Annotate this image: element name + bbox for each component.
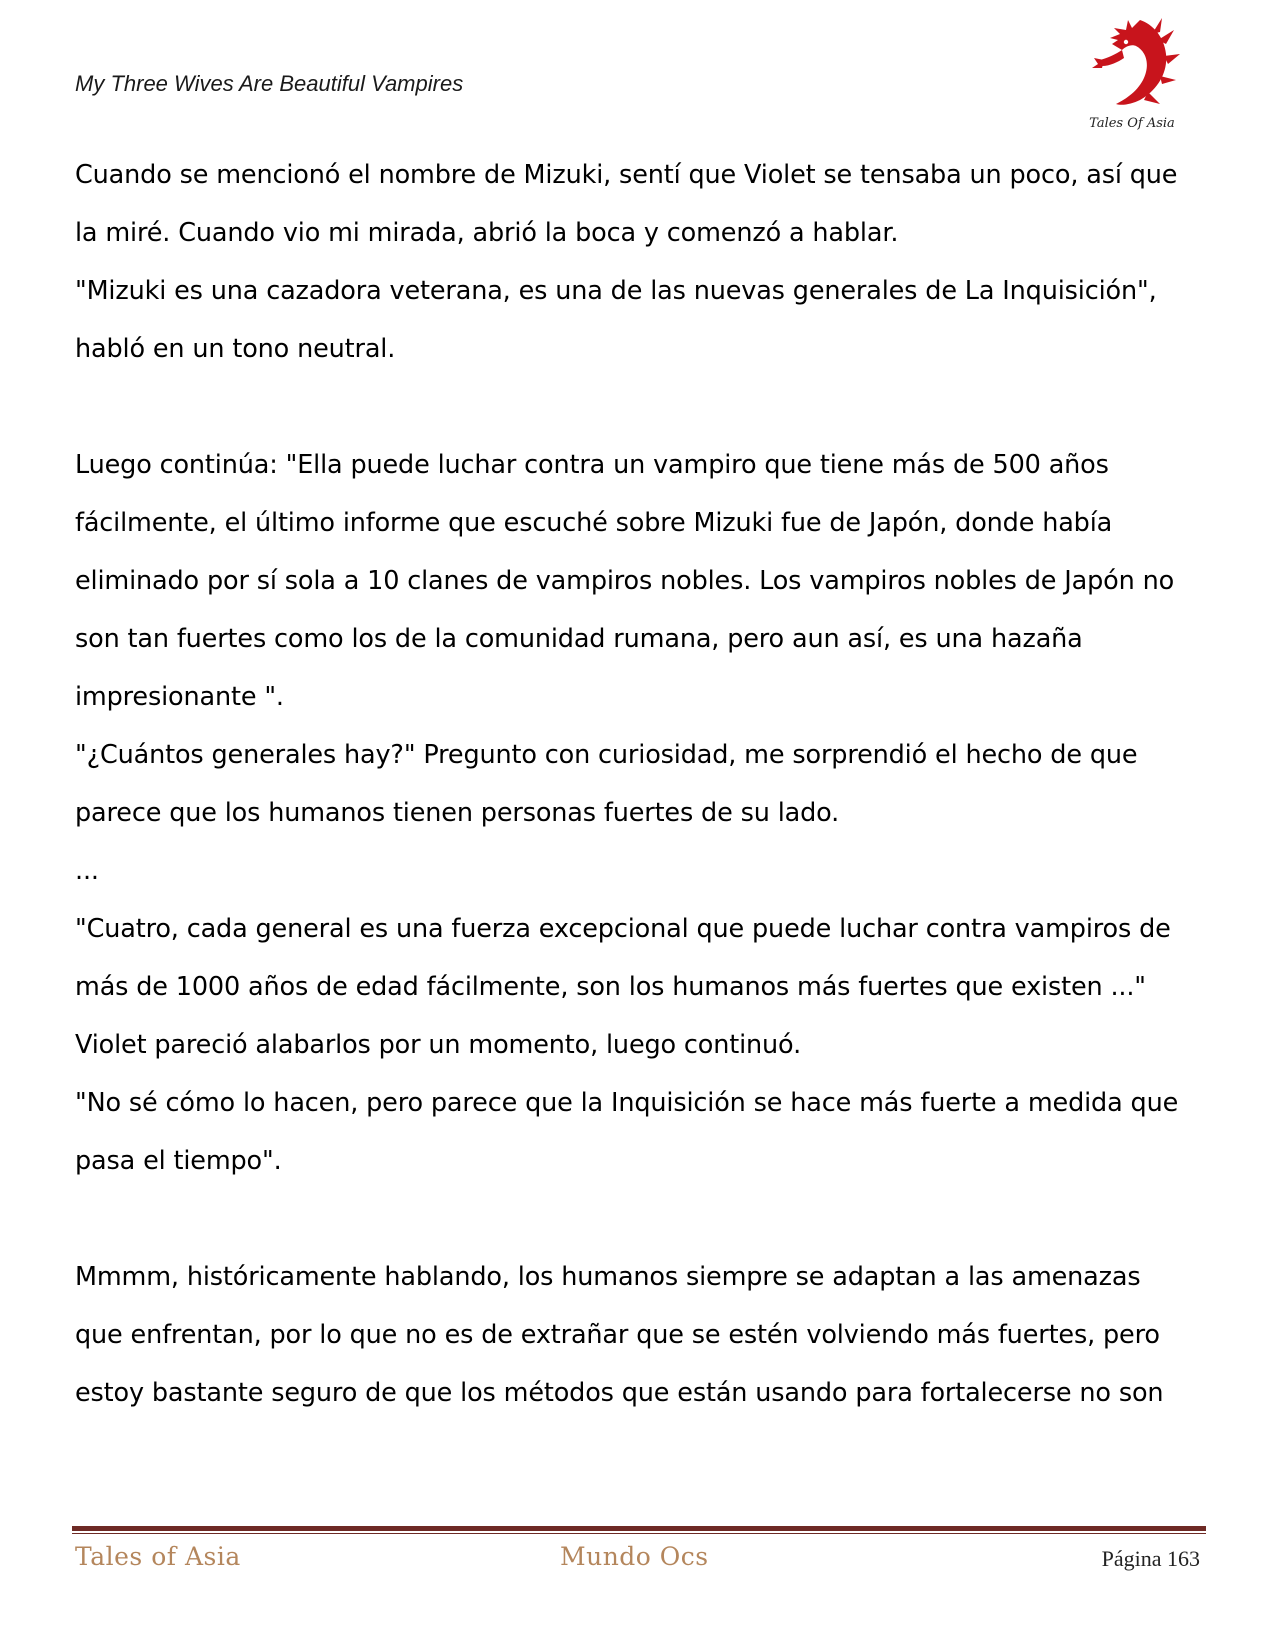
paragraph-line: más de 1000 años de edad fácilmente, son los humanos más fuertes que existen ..." — [75, 972, 1146, 1002]
red-dragon-icon — [1082, 14, 1182, 118]
footer-translator-name: Mundo Ocs — [560, 1542, 709, 1571]
blank-line — [75, 1190, 1205, 1248]
paragraph-line: "No sé cómo lo hacen, pero parece que la Inquisición se hace más fuerte a medida que — [75, 1088, 1179, 1118]
paragraph-line: "Cuatro, cada general es una fuerza excepcional que puede luchar contra vampiros de — [75, 914, 1171, 944]
paragraph-line: son tan fuertes como los de la comunidad rumana, pero aun así, es una hazaña — [75, 624, 1083, 654]
paragraph-line: habló en un tono neutral. — [75, 334, 396, 364]
paragraph-line: estoy bastante seguro de que los métodos que están usando para fortalecerse no son — [75, 1378, 1164, 1408]
document-header-title: My Three Wives Are Beautiful Vampires — [75, 71, 464, 96]
blank-line — [75, 378, 1205, 436]
page-number: Página 163 — [1101, 1546, 1200, 1571]
ellipsis-line: ... — [75, 856, 99, 886]
paragraph-line: Violet pareció alabarlos por un momento, luego continuó. — [75, 1030, 802, 1060]
document-body — [75, 146, 1205, 1422]
footer-divider-thin — [72, 1533, 1206, 1534]
tales-of-asia-logo — [1082, 14, 1182, 138]
paragraph-line: fácilmente, el último informe que escuché sobre Mizuki fue de Japón, donde había — [75, 508, 1113, 538]
paragraph-line: Mmmm, históricamente hablando, los humanos siempre se adaptan a las amenazas — [75, 1262, 1141, 1292]
paragraph-line: eliminado por sí sola a 10 clanes de vampiros nobles. Los vampiros nobles de Japón no — [75, 566, 1175, 596]
paragraph-line: "¿Cuántos generales hay?" Pregunto con curiosidad, me sorprendió el hecho de que — [75, 740, 1138, 770]
paragraph-line: que enfrentan, por lo que no es de extrañar que se estén volviendo más fuertes, pero — [75, 1320, 1160, 1350]
footer-divider-thick — [72, 1526, 1206, 1531]
paragraph-line: impresionante ". — [75, 682, 284, 712]
paragraph-line: la miré. Cuando vio mi mirada, abrió la boca y comenzó a hablar. — [75, 218, 899, 248]
paragraph-line: pasa el tiempo". — [75, 1146, 282, 1176]
paragraph-line: Cuando se mencionó el nombre de Mizuki, sentí que Violet se tensaba un poco, así que — [75, 160, 1178, 190]
paragraph-line: "Mizuki es una cazadora veterana, es una de las nuevas generales de La Inquisición", — [75, 276, 1157, 306]
paragraph-line: parece que los humanos tienen personas fuertes de su lado. — [75, 798, 840, 828]
footer-site-name: Tales of Asia — [75, 1542, 241, 1571]
paragraph-line: Luego continúa: "Ella puede luchar contra un vampiro que tiene más de 500 años — [75, 450, 1109, 480]
logo-text: Tales Of Asia — [1089, 116, 1175, 131]
